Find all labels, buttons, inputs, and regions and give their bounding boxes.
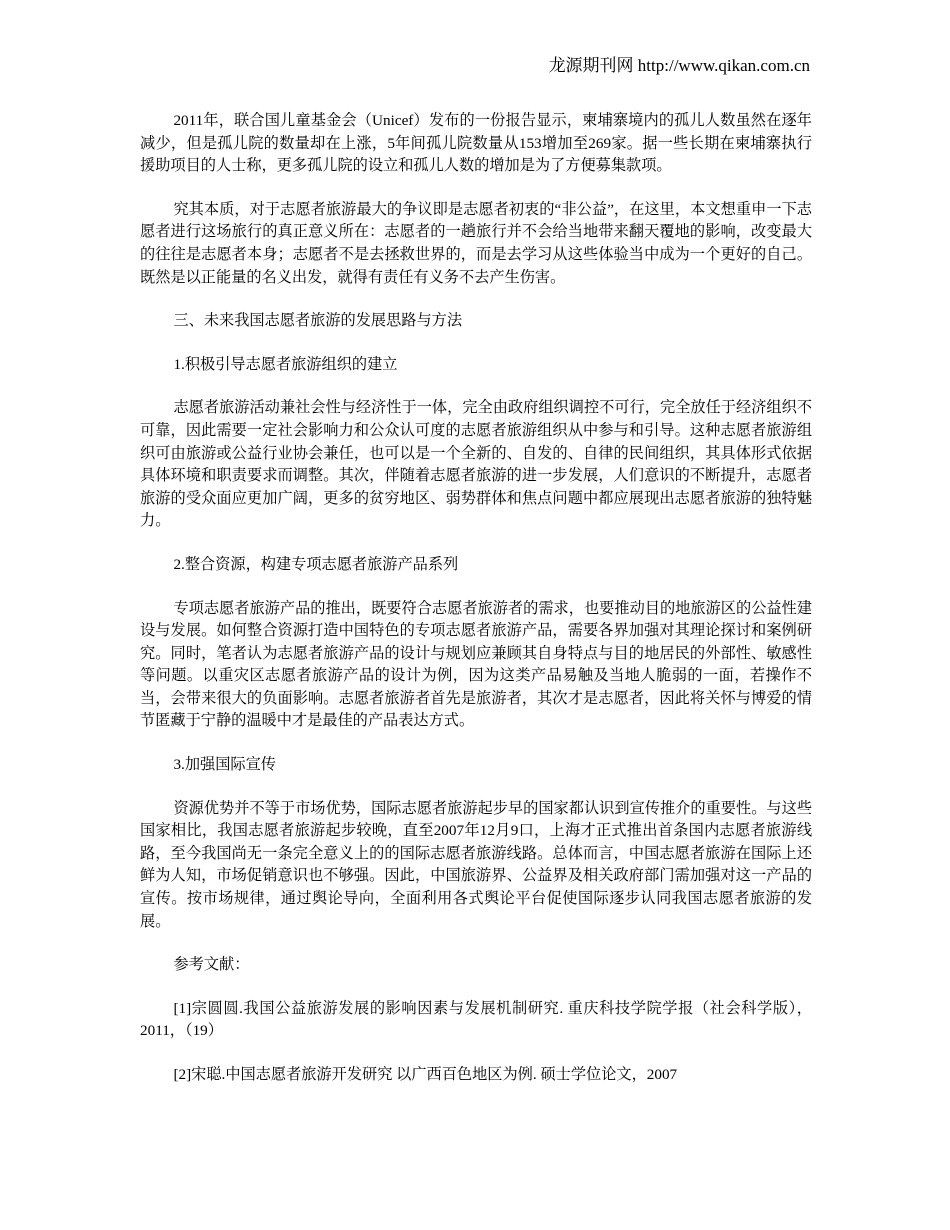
paragraph-organization: 志愿者旅游活动兼社会性与经济性于一体，完全由政府组织调控不可行，完全放任于经济组织不可靠，因此需要一定社会影响力和公众认可度的志愿者旅游组织从中参与和引导。这种志愿者旅游组织可由旅游或公益行业协会兼任，也可以是一个全新的、自发的、自律的民间组织，其具体形式依据具体环境和职责要求而调整。其次，伴随着志愿者旅游的进一步发展，人们意识的不断提升，志愿者旅游的受众面应更加广阔，更多的贫穷地区、弱势群体和焦点问题中都应展现出志愿者旅游的独特魅力。 (140, 399, 812, 530)
section-heading-3: 三、未来我国志愿者旅游的发展思路与方法 (173, 312, 462, 330)
subheading-1: 1.积极引导志愿者旅游组织的建立 (173, 355, 398, 373)
site-header: 龙源期刊网 http://www.qikan.com.cn (548, 56, 810, 75)
paragraph-promotion: 资源优势并不等于市场优势，国际志愿者旅游起步早的国家都认识到宣传推介的重要性。与这些国家相比，我国志愿者旅游起步较晚，直至2007年12月9口，上海才正式推出首条国内志愿者旅游线路，至今我国尚无一条完全意义上的的国际志愿者旅游线路。总体而言，中国志愿者旅游在国际上还鲜为人知，市场促销意识也不够强。因此，中国旅游界、公益界及相关政府部门需加强对这一产品的宣传。按市场规律，通过舆论导向，全面利用各式舆论平台促使国际逐步认同我国志愿者旅游的发展。 (140, 799, 812, 930)
paragraph-products: 专项志愿者旅游产品的推出，既要符合志愿者旅游者的需求，也要推动目的地旅游区的公益性建设与发展。如何整合资源打造中国特色的专项志愿者旅游产品，需要各界加强对其理论探讨和案例研究。同时，笔者认为志愿者旅游产品的设计与规划应兼顾其自身特点与目的地居民的外部性、敏感性等问题。以重灾区志愿者旅游产品的设计为例，因为这类产品易触及当地人脆弱的一面，若操作不当，会带来很大的负面影响。志愿者旅游者首先是旅游者，其次才是志愿者，因此将关怀与博爱的情节匿藏于宁静的温暖中才是最佳的产品表达方式。 (140, 599, 812, 730)
reference-item: [2]宋聪.中国志愿者旅游开发研究 以广西百色地区为例. 硕士学位论文，2007 (173, 1066, 678, 1083)
subheading-3: 3.加强国际宣传 (173, 756, 276, 774)
reference-item: [1]宗圆圆.我国公益旅游发展的影响因素与发展机制研究. 重庆科技学院学报（社会科学版），2011，（19） (140, 999, 812, 1040)
subheading-2: 2.整合资源，构建专项志愿者旅游产品系列 (173, 555, 459, 573)
references-heading: 参考文献： (173, 956, 250, 974)
article-body (140, 110, 812, 1108)
paragraph-nonprofit-debate: 究其本质，对于志愿者旅游最大的争议即是志愿者初衷的“非公益”，在这里，本文想重申一下志愿者进行这场旅行的真正意义所在：志愿者的一趟旅行并不会给当地带来翻天覆地的影响，改变最大的往往是志愿者本身；志愿者不是去拯救世界的，而是去学习从这些体验当中成为一个更好的自己。既然是以正能量的名义出发，就得有责任有义务不去产生伤害。 (140, 200, 812, 286)
paragraph-orphanage-report: 2011年，联合国儿童基金会（Unicef）发布的一份报告显示，柬埔寨境内的孤儿人数虽然在逐年减少，但是孤儿院的数量却在上涨，5年间孤儿院数量从153增加至269家。据一些长期在柬埔寨执行援助项目的人士称，更多孤儿院的设立和孤儿人数的增加是为了方便募集款项。 (140, 112, 812, 175)
